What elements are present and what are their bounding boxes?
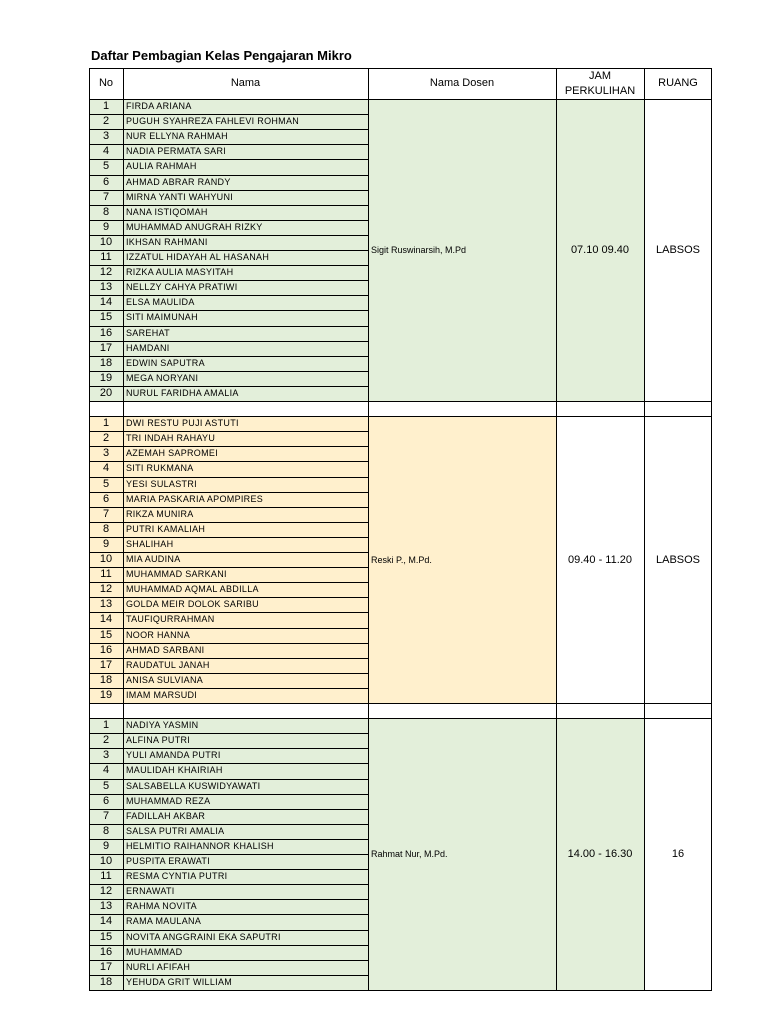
student-name: ELSA MAULIDA <box>126 297 195 308</box>
student-no: 12 <box>99 583 113 596</box>
student-name: AZEMAH SAPROMEI <box>126 448 219 459</box>
student-name: SHALIHAH <box>126 538 174 549</box>
student-no: 18 <box>99 975 113 988</box>
row-border <box>89 688 368 689</box>
student-no: 1 <box>102 417 110 430</box>
page-title: Daftar Pembagian Kelas Pengajaran Mikro <box>91 48 352 63</box>
header-nama-dosen: Nama Dosen <box>429 77 495 89</box>
student-name: RESMA CYNTIA PUTRI <box>126 871 228 882</box>
header-jam-line2: PERKULIHAN <box>564 84 636 97</box>
student-name: AHMAD SARBANI <box>126 644 205 655</box>
student-no: 19 <box>99 688 113 701</box>
student-name: ERNAWATI <box>126 886 175 897</box>
student-name: HELMITIO RAIHANNOR KHALISH <box>126 840 274 851</box>
student-name: MEGA NORYANI <box>126 372 199 383</box>
row-border <box>89 175 368 176</box>
student-no: 18 <box>99 356 113 369</box>
student-no: 2 <box>102 734 110 747</box>
student-no: 8 <box>102 205 110 218</box>
row-border <box>89 416 712 417</box>
student-no: 18 <box>99 673 113 686</box>
row-border <box>89 839 368 840</box>
student-no: 19 <box>99 371 113 384</box>
row-border <box>89 159 368 160</box>
header-ruang: RUANG <box>658 77 698 89</box>
student-name: YULI AMANDA PUTRI <box>126 750 221 761</box>
student-name: YESI SULASTRI <box>126 478 197 489</box>
row-border <box>89 507 368 508</box>
row-border <box>89 220 368 221</box>
row-border <box>89 990 712 991</box>
row-border <box>89 446 368 447</box>
student-name: MAULIDAH KHAIRIAH <box>126 765 223 776</box>
row-border <box>89 386 368 387</box>
row-border <box>89 280 368 281</box>
student-no: 10 <box>99 855 113 867</box>
student-name: MUHAMMAD ANUGRAH RIZKY <box>126 221 263 232</box>
student-no: 7 <box>102 507 110 520</box>
row-border <box>89 794 368 795</box>
student-no: 16 <box>99 945 113 958</box>
student-no: 5 <box>102 477 110 490</box>
row-border <box>89 68 712 69</box>
row-border <box>89 582 368 583</box>
row-border <box>89 718 712 719</box>
student-name: PUGUH SYAHREZA FAHLEVI ROHMAN <box>126 116 300 127</box>
student-name: DWI RESTU PUJI ASTUTI <box>126 418 239 429</box>
row-border <box>89 477 368 478</box>
column-border <box>711 68 712 990</box>
row-border <box>89 824 368 825</box>
row-border <box>89 930 368 931</box>
student-name: PUSPITA ERAWATI <box>126 856 211 866</box>
header-no: No <box>98 77 114 89</box>
student-name: TRI INDAH RAHAYU <box>126 433 216 444</box>
student-no: 13 <box>99 281 113 294</box>
student-no: 15 <box>99 930 113 943</box>
student-name: MUHAMMAD <box>126 946 183 957</box>
row-border <box>89 144 368 145</box>
lecturer-name: Reski P., M.Pd. <box>371 554 432 565</box>
student-name: FADILLAH AKBAR <box>126 810 206 821</box>
row-border <box>89 356 368 357</box>
student-name: RIKZA MUNIRA <box>126 508 194 519</box>
student-no: 8 <box>102 824 110 837</box>
student-name: NANA ISTIQOMAH <box>126 206 208 217</box>
student-no: 4 <box>102 764 110 777</box>
student-name: IKHSAN RAHMANI <box>126 236 208 247</box>
student-name: NURLI AFIFAH <box>126 961 191 972</box>
student-no: 9 <box>102 839 110 852</box>
class-assignment-table <box>89 68 712 991</box>
lecturer-name: Rahmat Nur, M.Pd. <box>371 848 448 859</box>
student-no: 11 <box>100 251 112 263</box>
student-name: SAREHAT <box>126 327 170 338</box>
student-name: HAMDANI <box>126 342 170 353</box>
student-no: 10 <box>99 553 113 565</box>
row-border <box>89 673 368 674</box>
header-nama: Nama <box>230 77 261 89</box>
student-name: NOOR HANNA <box>126 629 191 640</box>
room: LABSOS <box>655 553 701 566</box>
row-border <box>89 326 368 327</box>
student-no: 6 <box>102 794 110 807</box>
student-name: RAHMA NOVITA <box>126 901 197 912</box>
student-name: SALSABELLA KUSWIDYAWATI <box>126 780 261 791</box>
lecturer-name: Sigit Ruswinarsih, M.Pd <box>371 245 467 255</box>
student-no: 10 <box>99 235 113 248</box>
row-border <box>89 643 368 644</box>
student-no: 17 <box>99 341 113 354</box>
student-no: 12 <box>99 266 113 279</box>
row-border <box>89 975 368 976</box>
row-border <box>89 854 368 855</box>
student-name: NADIYA YASMIN <box>126 720 199 731</box>
student-name: SITI MAIMUNAH <box>126 312 198 323</box>
student-name: MIA AUDINA <box>126 554 181 564</box>
column-border <box>89 68 90 990</box>
row-border <box>89 552 368 553</box>
student-no: 6 <box>102 175 110 188</box>
row-border <box>89 899 368 900</box>
student-no: 9 <box>102 537 110 550</box>
row-border <box>89 945 368 946</box>
student-no: 6 <box>102 492 110 505</box>
student-name: MIRNA YANTI WAHYUNI <box>126 191 234 202</box>
student-name: NOVITA ANGGRAINI EKA SAPUTRI <box>126 931 281 942</box>
student-name: ANISA SULVIANA <box>126 674 204 685</box>
row-border <box>89 341 368 342</box>
class-time: 09.40 - 11.20 <box>567 553 632 566</box>
student-name: RAUDATUL JANAH <box>126 659 210 670</box>
student-no: 15 <box>99 311 113 324</box>
student-no: 15 <box>99 628 113 641</box>
row-border <box>89 250 368 251</box>
student-name: MUHAMMAD REZA <box>126 795 211 806</box>
row-border <box>89 703 712 704</box>
student-no: 5 <box>102 779 110 792</box>
class-time: 14.00 - 16.30 <box>567 847 633 860</box>
row-border <box>89 129 368 130</box>
row-border <box>89 492 368 493</box>
student-no: 14 <box>99 296 113 309</box>
header-jam-perkulihan <box>556 68 644 99</box>
student-name: MUHAMMAD AQMAL ABDILLA <box>126 584 259 595</box>
student-no: 9 <box>102 220 110 233</box>
student-no: 8 <box>102 522 110 535</box>
student-name: EDWIN SAPUTRA <box>126 357 205 368</box>
row-border <box>89 960 368 961</box>
student-no: 3 <box>102 130 110 143</box>
row-border <box>89 99 712 100</box>
student-name: NELLZY CAHYA PRATIWI <box>126 282 238 293</box>
class-time: 07.10 09.40 <box>570 244 630 256</box>
row-border <box>89 628 368 629</box>
student-name: IMAM MARSUDI <box>126 689 198 700</box>
row-border <box>89 809 368 810</box>
row-border <box>89 205 368 206</box>
row-border <box>89 779 368 780</box>
header-jam-line1: JAM <box>589 69 611 82</box>
student-no: 20 <box>99 386 113 399</box>
student-no: 4 <box>102 145 110 158</box>
student-name: PUTRI KAMALIAH <box>126 523 206 534</box>
student-no: 2 <box>102 115 110 128</box>
student-no: 1 <box>102 100 110 112</box>
student-name: MARIA PASKARIA APOMPIRES <box>126 493 264 504</box>
row-border <box>89 461 368 462</box>
student-no: 13 <box>99 598 113 611</box>
student-name: IZZATUL HIDAYAH AL HASANAH <box>126 252 270 262</box>
row-border <box>89 265 368 266</box>
row-border <box>89 310 368 311</box>
student-name: RAMA MAULANA <box>126 916 202 927</box>
student-no: 5 <box>102 160 110 173</box>
row-border <box>89 114 368 115</box>
row-border <box>89 658 368 659</box>
student-no: 3 <box>102 447 110 460</box>
student-no: 16 <box>99 643 113 656</box>
student-no: 16 <box>99 326 113 339</box>
row-border <box>89 914 368 915</box>
student-no: 17 <box>99 960 113 973</box>
student-name: ALFINA PUTRI <box>126 735 191 746</box>
row-border <box>89 295 368 296</box>
student-no: 11 <box>100 568 112 581</box>
row-border <box>89 597 368 598</box>
room: LABSOS <box>655 244 701 256</box>
row-border <box>89 401 712 402</box>
row-border <box>89 884 368 885</box>
student-name: MUHAMMAD SARKANI <box>126 569 227 580</box>
column-border <box>368 68 369 990</box>
student-no: 11 <box>100 870 112 883</box>
student-no: 13 <box>99 900 113 913</box>
row-border <box>89 431 368 432</box>
row-border <box>89 371 368 372</box>
student-name: SITI RUKMANA <box>126 463 194 474</box>
student-no: 2 <box>102 432 110 445</box>
room: 16 <box>671 847 685 860</box>
student-name: AHMAD ABRAR RANDY <box>126 176 231 187</box>
row-border <box>89 522 368 523</box>
student-name: NURUL FARIDHA AMALIA <box>126 387 239 398</box>
student-name: NADIA PERMATA SARI <box>126 146 227 157</box>
student-no: 7 <box>102 190 110 203</box>
student-no: 17 <box>99 658 113 671</box>
row-border <box>89 612 368 613</box>
student-name: GOLDA MEIR DOLOK SARIBU <box>126 599 259 610</box>
column-border <box>556 68 557 990</box>
student-no: 7 <box>102 809 110 822</box>
student-name: RIZKA AULIA MASYITAH <box>126 267 234 278</box>
student-no: 14 <box>99 613 113 626</box>
row-border <box>89 537 368 538</box>
student-name: YEHUDA GRIT WILLIAM <box>126 976 233 987</box>
row-border <box>89 733 368 734</box>
row-border <box>89 190 368 191</box>
student-name: SALSA PUTRI AMALIA <box>126 825 225 836</box>
student-no: 1 <box>102 719 110 732</box>
student-name: TAUFIQURRAHMAN <box>126 614 215 625</box>
row-border <box>89 235 368 236</box>
row-border <box>89 763 368 764</box>
student-name: AULIA RAHMAH <box>126 161 197 172</box>
student-no: 12 <box>99 885 113 898</box>
student-no: 14 <box>99 915 113 928</box>
student-no: 4 <box>102 462 110 475</box>
column-border <box>123 68 124 990</box>
row-border <box>89 748 368 749</box>
student-no: 3 <box>102 749 110 762</box>
column-border <box>644 68 645 990</box>
student-name: NUR ELLYNA RAHMAH <box>126 131 228 142</box>
row-border <box>89 869 368 870</box>
row-border <box>89 567 368 568</box>
student-name: FIRDA ARIANA <box>126 101 192 111</box>
